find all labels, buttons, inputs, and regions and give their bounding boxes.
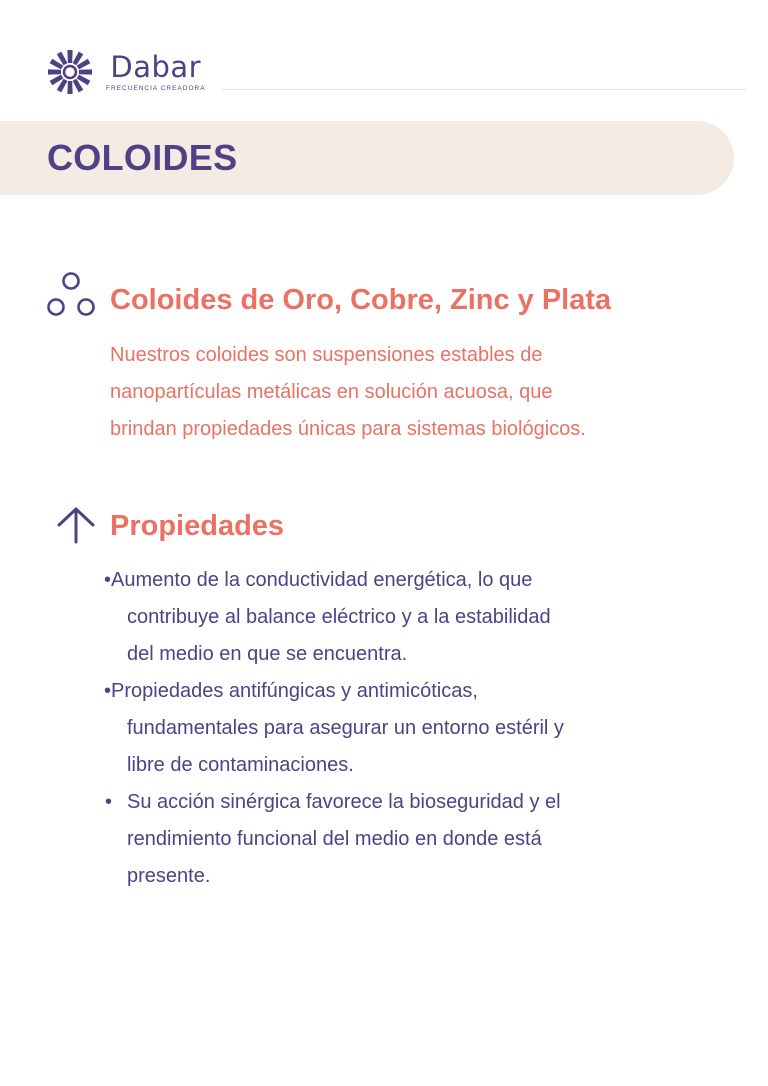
list-item-line: Aumento de la conductividad energética, lo que [111, 569, 533, 591]
page-title: COLOIDES [47, 137, 238, 178]
list-item-line: del medio en que se encuentra. [127, 643, 408, 665]
list-item-line: presente. [127, 865, 211, 887]
paragraph-line: Nuestros coloides son suspensiones estables de [110, 344, 543, 366]
properties-list [104, 562, 724, 895]
bullet: • [105, 791, 113, 813]
brand-logo [46, 47, 206, 97]
list-item-line: libre de contaminaciones. [127, 754, 354, 776]
list-item-line: rendimiento funcional del medio en donde está [127, 828, 542, 850]
list-item-line: Propiedades antifúngicas y antimicóticas, [111, 680, 478, 702]
section-heading-coloides: Coloides de Oro, Cobre, Zinc y Plata [110, 284, 612, 316]
section-paragraph-coloides [110, 337, 730, 448]
list-item-line: contribuye al balance eléctrico y a la estabilidad [127, 606, 551, 628]
three-circles-icon [45, 271, 97, 319]
list-item [104, 562, 724, 673]
list-item [104, 673, 724, 784]
paragraph-line: nanopartículas metálicas en solución acuosa, que [110, 381, 553, 403]
brand-tagline: FRECUENCIA CREADORA [106, 85, 206, 92]
paragraph-line: brindan propiedades únicas para sistemas biológicos. [110, 418, 586, 440]
sun-logo-icon [46, 48, 94, 96]
brand-name: Dabar [110, 50, 202, 84]
list-item-line: Su acción sinérgica favorece la bioseguridad y el [127, 791, 561, 813]
section-heading-propiedades: Propiedades [110, 510, 285, 542]
bullet: • [104, 680, 112, 702]
arrow-up-icon [55, 505, 97, 545]
header-divider [222, 89, 746, 90]
list-item [104, 784, 724, 895]
list-item-line: fundamentales para asegurar un entorno estéril y [127, 717, 564, 739]
bullet: • [104, 569, 112, 591]
